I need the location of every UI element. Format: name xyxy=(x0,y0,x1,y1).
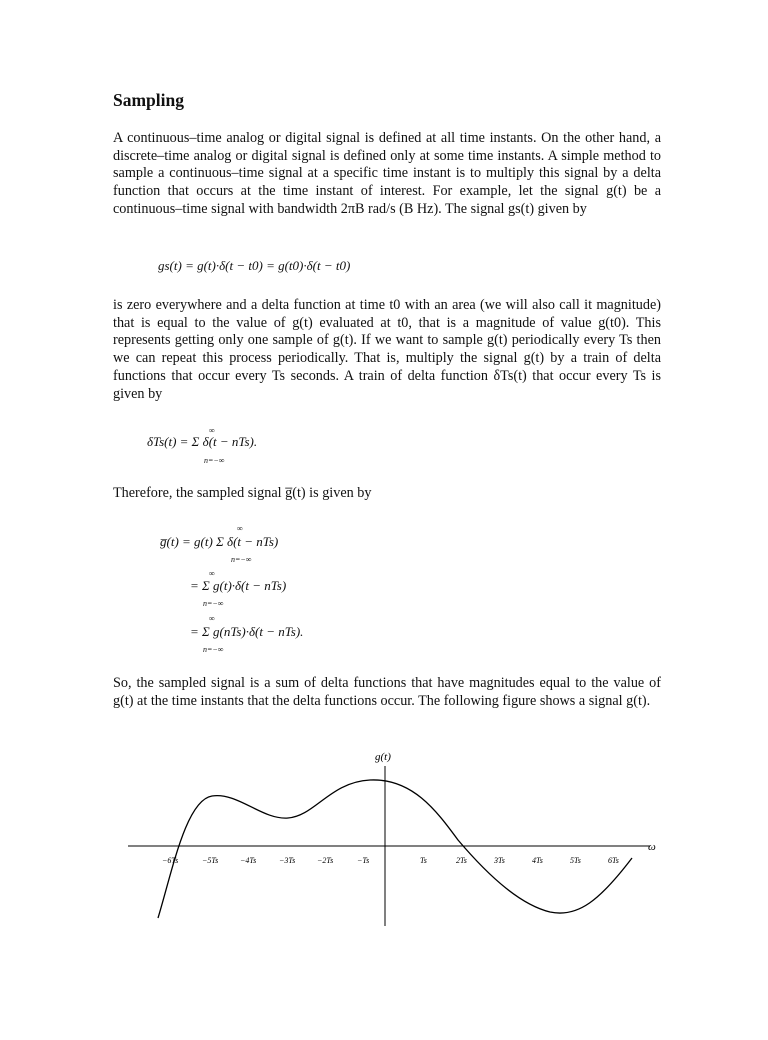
tick-label: 2Ts xyxy=(456,856,467,865)
sum-upper-limit: ∞ xyxy=(237,524,243,533)
tick-labels-positive xyxy=(420,856,619,865)
signal-figure xyxy=(0,740,768,1040)
paragraph-sampled-signal: Therefore, the sampled signal g̅(t) is given by xyxy=(113,485,372,501)
section-title: Sampling xyxy=(113,90,184,110)
tick-label: Ts xyxy=(420,856,427,865)
sum-lower-limit: n=−∞ xyxy=(231,555,252,564)
tick-label: 5Ts xyxy=(570,856,581,865)
sum-lower-limit: n=−∞ xyxy=(203,599,224,608)
paragraph-intro: A continuous–time analog or digital signal is defined at all time instants. On the other hand, a discrete–time analog or digital signal is defined only at some time instants. A simple method to sample a continuous–time signal at a specific time instant is to multiply this signal by a delta function that occurs at the time instant of interest. For example, let the signal g(t) be a continuous–time signal with bandwidth 2πB rad/s (B Hz). The signal gs(t) given by xyxy=(113,130,661,217)
sum-upper-limit: ∞ xyxy=(209,569,215,578)
signal-curve xyxy=(158,780,632,918)
tick-label: −6Ts xyxy=(162,856,179,865)
tick-label: −3Ts xyxy=(279,856,296,865)
tick-label: −2Ts xyxy=(317,856,334,865)
tick-labels-negative xyxy=(162,856,369,865)
tick-label: 6Ts xyxy=(608,856,619,865)
x-axis-label: ω xyxy=(648,841,656,853)
equation-line-2: = Σ g(t)·δ(t − nTs) xyxy=(190,578,287,593)
sum-lower-limit: n=−∞ xyxy=(203,645,224,654)
equation-line-1: g̅(t) = g(t) Σ δ(t − nTs) xyxy=(160,534,279,549)
sum-upper-limit: ∞ xyxy=(209,426,215,435)
equation-single-sample: gs(t) = g(t)·δ(t − t0) = g(t0)·δ(t − t0) xyxy=(158,258,351,273)
equation-delta-train-text: δTs(t) = Σ δ(t − nTs). xyxy=(147,434,258,449)
tick-label: −Ts xyxy=(357,856,370,865)
paragraph-conclusion: So, the sampled signal is a sum of delta functions that have magnitudes equal to the value of g(t) at the time instants that the delta functions occur. The following figure shows a signal g(t). xyxy=(113,675,661,709)
tick-label: 4Ts xyxy=(532,856,543,865)
equation-line-3: = Σ g(nTs)·δ(t − nTs). xyxy=(190,624,304,639)
paragraph-delta-train: is zero everywhere and a delta function at time t0 with an area (we will also call it magnitude) that is equal to the value of g(t) evaluated at t0, that is a magnitude of value g(t0). This represents getting only one sample of g(t). If we want to sample g(t) periodically every Ts then we can repeat this process periodically. That is, multiply the signal g(t) by a train of delta functions that occur every Ts seconds. A train of delta function δTs(t) that occur every Ts is given by xyxy=(113,297,661,402)
tick-label: −5Ts xyxy=(202,856,219,865)
sum-upper-limit: ∞ xyxy=(209,614,215,623)
tick-label: 3Ts xyxy=(494,856,505,865)
tick-label: −4Ts xyxy=(240,856,257,865)
y-axis-label: g(t) xyxy=(375,751,391,763)
sum-lower-limit: n=−∞ xyxy=(204,456,225,465)
